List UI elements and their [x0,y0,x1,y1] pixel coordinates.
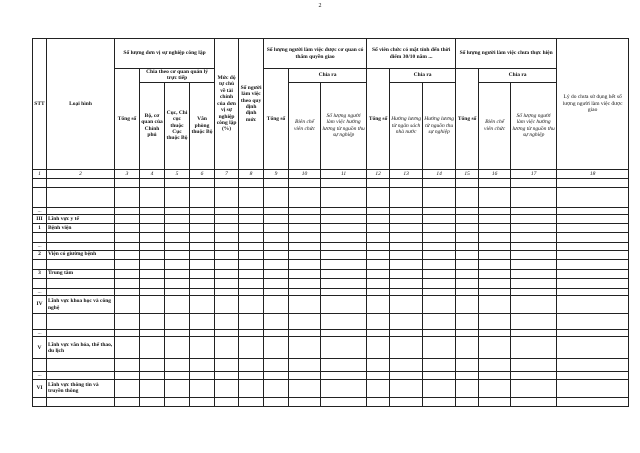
row-label [47,259,115,269]
group-co-mat-header: Số viên chức có mặt tính đến thời điểm 30/10 năm ... [367,39,456,69]
col-bien-che-header: Biên chế viên chức [289,82,321,169]
row-label: Trung tâm [47,269,115,278]
col-tong-so-header: Tổng số [115,69,140,170]
row-stt [33,278,47,288]
col-stt-header: STT [33,39,47,170]
table-row [33,178,629,187]
row-label [47,207,115,214]
row-stt: ... [33,330,47,337]
row-stt: ... [33,372,47,379]
column-number: 5 [165,169,190,178]
column-number: 2 [47,169,115,178]
table-row [33,288,629,295]
row-label: Viện có giường bệnh [47,250,115,259]
row-label: Lĩnh vực thông tin và truyền thông [47,379,115,397]
col-muc-do-tu-chu-header: Mức độ tự chủ về tài chính của đơn vị sự nghiệp công lập (%) [215,39,239,170]
row-label [47,278,115,288]
table-row [33,379,629,397]
col-so-nguoi-header: Số người làm việc theo quy định định mức [239,39,264,170]
col-tong-so-header: Tổng số [367,69,390,170]
table-row [33,372,629,379]
row-label [47,233,115,243]
column-number: 6 [190,169,215,178]
row-stt: ... [33,288,47,295]
chia-ra-header: Chia ra [479,69,557,83]
row-stt [33,187,47,207]
table-row [33,269,629,278]
row-label [47,187,115,207]
col-huong-nguon-thu-header: Hưởng lương từ nguồn thu sự nghiệp [423,82,456,169]
table-row [33,397,629,406]
col-van-phong-header: Văn phòng thuộc Bộ [190,82,215,169]
col-cuc-chi-cuc-header: Cục, Chi cục thuộc Cục thuộc Bộ [165,82,190,169]
col-nguon-thu-header: Số lượng người làm việc hưởng lương từ nguồn thu sự nghiệp [511,82,557,169]
row-label: Bệnh viện [47,224,115,233]
row-stt: ... [33,207,47,214]
column-number: 16 [479,169,511,178]
row-stt [33,314,47,330]
column-number-row [33,169,629,178]
row-label: Lĩnh vực văn hóa, thể thao, du lịch [47,337,115,359]
row-label [47,288,115,295]
row-stt: 3 [33,269,47,278]
page-number: 2 [318,3,322,9]
col-nguon-thu-header: Số lượng người làm việc hưởng lương từ nguồn thu sự nghiệp [321,82,367,169]
row-stt [33,397,47,406]
table-row [33,207,629,214]
table-row [33,314,629,330]
group-tham-quyen-header: Số lượng người làm việc được cơ quan có thẩm quyền giao [264,39,367,69]
column-number: 9 [264,169,289,178]
col-bo-co-quan-header: Bộ, cơ quan của Chính phủ [140,82,165,169]
group-chua-thuc-hien-header: Số lượng người làm việc chưa thực hiện [456,39,557,69]
column-number: 18 [557,169,629,178]
row-label [47,397,115,406]
row-stt: V [33,337,47,359]
col-tong-so-header: Tổng số [264,69,289,170]
row-stt: VI [33,379,47,397]
column-number: 17 [511,169,557,178]
row-stt [33,259,47,269]
chia-ra-header: Chia ra [289,69,367,83]
col-ngan-sach-header: Hưởng lương từ ngân sách nhà nước [390,82,423,169]
col-ly-do-header: Lý do chưa sử dụng hết số lượng người làm việc được giao [557,39,629,170]
row-stt: 2 [33,250,47,259]
column-number: 8 [239,169,264,178]
row-label: Lĩnh vực y tế [47,215,115,224]
row-label [47,178,115,187]
group-don-vi-header: Số lượng đơn vị sự nghiệp công lập [115,39,215,69]
table-body [33,178,629,406]
row-label [47,243,115,250]
row-stt [33,233,47,243]
row-stt: ... [33,243,47,250]
row-label [47,314,115,330]
column-number: 3 [115,169,140,178]
col-bien-che-header: Biên chế viên chức [479,82,511,169]
table-row [33,233,629,243]
row-stt [33,178,47,187]
row-stt: IV [33,296,47,314]
table-row [33,243,629,250]
table-row [33,224,629,233]
table-row [33,296,629,314]
table-row [33,278,629,288]
column-number: 12 [367,169,390,178]
column-number: 7 [215,169,239,178]
row-label [47,359,115,372]
chia-ra-header: Chia ra [390,69,456,83]
table-row [33,337,629,359]
column-number: 13 [390,169,423,178]
column-number: 1 [33,169,47,178]
row-stt: III [33,215,47,224]
table-row [33,359,629,372]
column-number: 15 [456,169,479,178]
table-row [33,259,629,269]
column-number: 14 [423,169,456,178]
table-row [33,215,629,224]
column-number: 4 [140,169,165,178]
table-row [33,250,629,259]
column-number: 10 [289,169,321,178]
col-tong-so-header: Tổng số [456,69,479,170]
table-row [33,187,629,207]
row-stt: 1 [33,224,47,233]
row-stt [33,359,47,372]
table-row [33,330,629,337]
col-loai-hinh-header: Loại hình [47,39,115,170]
row-label [47,330,115,337]
column-number: 11 [321,169,367,178]
row-label [47,372,115,379]
personnel-table [32,38,629,407]
row-label: Lĩnh vực khoa học và công nghệ [47,296,115,314]
chia-theo-header: Chia theo cơ quan quản lý trực tiếp [140,69,215,83]
